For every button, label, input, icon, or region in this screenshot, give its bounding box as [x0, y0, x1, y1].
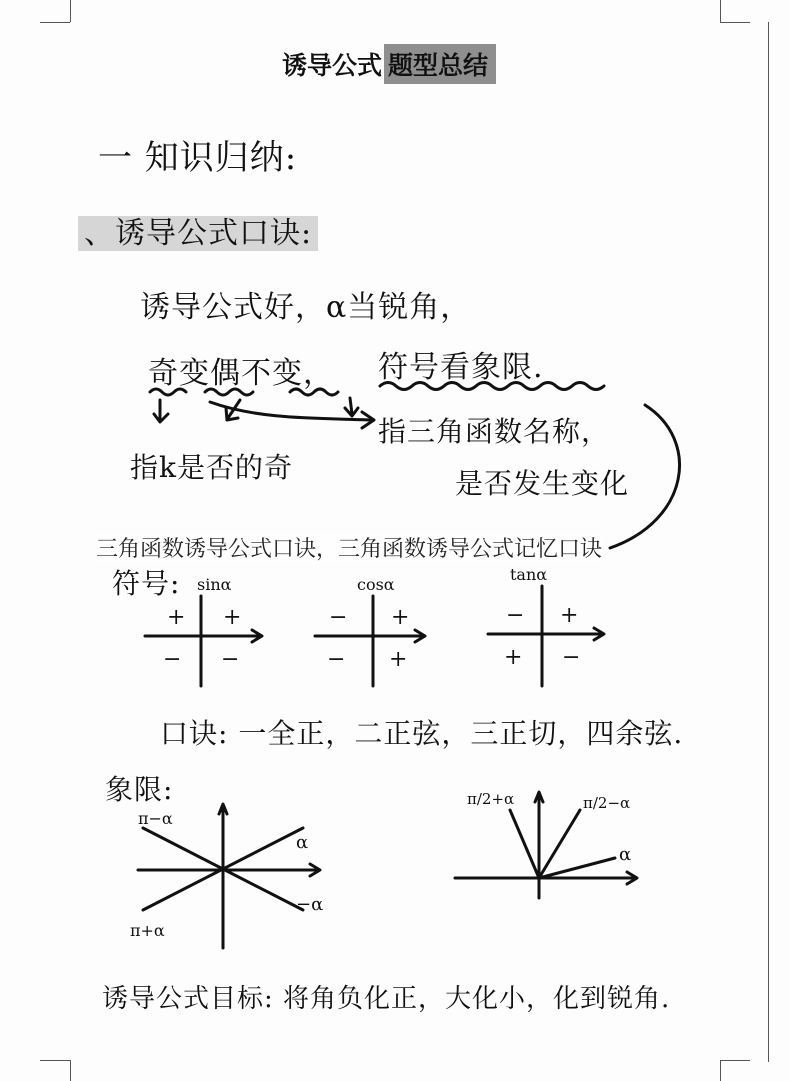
- svg-text:−: −: [506, 603, 525, 628]
- quadrant-label: 象限:: [105, 773, 174, 806]
- formula-goal: 诱导公式目标: 将角负化正，大化小，化到锐角.: [102, 984, 671, 1014]
- svg-text:α: α: [619, 844, 632, 865]
- svg-text:+: +: [223, 605, 242, 630]
- svg-text:α: α: [296, 832, 309, 853]
- mnemonic-line-1: 诱导公式好，α当锐角，: [140, 290, 472, 325]
- svg-text:−: −: [562, 645, 581, 670]
- knowledge-heading: 一 知识归纳:: [98, 138, 298, 178]
- svg-text:+: +: [560, 603, 579, 628]
- tan-label: tanα: [510, 565, 548, 584]
- crop-mark-bl-h: [40, 1060, 70, 1061]
- odd-even-explanation: 指k是否的奇: [130, 451, 293, 484]
- svg-text:+: +: [167, 605, 186, 630]
- crop-mark-bl-v: [70, 1060, 71, 1081]
- crop-mark-br-h: [720, 1060, 750, 1061]
- svg-text:−: −: [221, 647, 240, 672]
- sin-label: sinα: [197, 575, 232, 594]
- svg-text:−: −: [327, 647, 346, 672]
- svg-text:π+α: π+α: [130, 921, 165, 940]
- function-name-explanation: 指三角函数名称，: [378, 415, 611, 448]
- svg-text:−: −: [163, 647, 182, 672]
- title-part-2-highlighted: 题型总结: [384, 44, 496, 84]
- cos-label: cosα: [357, 575, 395, 594]
- change-explanation: 是否发生变化: [455, 467, 630, 500]
- mnemonic-odd-even: 奇变偶不变，: [148, 356, 334, 391]
- svg-text:+: +: [389, 647, 408, 672]
- sign-chart-sin: [135, 568, 275, 698]
- sign-chart-cos: [305, 568, 445, 698]
- mnemonic-heading-text: 、诱导公式口诀:: [78, 216, 318, 251]
- svg-text:+: +: [391, 605, 410, 630]
- svg-text:+: +: [504, 645, 523, 670]
- watermark-caption: 三角函数诱导公式口诀，三角函数诱导公式记忆口诀: [96, 532, 602, 563]
- sign-chart-tan: [480, 562, 620, 692]
- sign-label: 符号:: [112, 567, 181, 600]
- svg-text:−: −: [329, 605, 348, 630]
- crop-mark-br-v: [720, 1060, 721, 1081]
- svg-text:π/2−α: π/2−α: [583, 794, 631, 812]
- angle-diagram-right: [455, 782, 655, 902]
- title-part-1: 诱导公式: [282, 51, 383, 80]
- svg-text:−α: −α: [296, 894, 324, 915]
- angle-diagram-left: [128, 800, 358, 960]
- quadrant-slogan: 口诀: 一全正，二正弦，三正切，四余弦.: [160, 717, 684, 750]
- svg-text:π/2+α: π/2+α: [467, 790, 515, 808]
- svg-text:π−α: π−α: [138, 809, 173, 828]
- mnemonic-sign-quadrant: 符号看象限.: [378, 350, 544, 385]
